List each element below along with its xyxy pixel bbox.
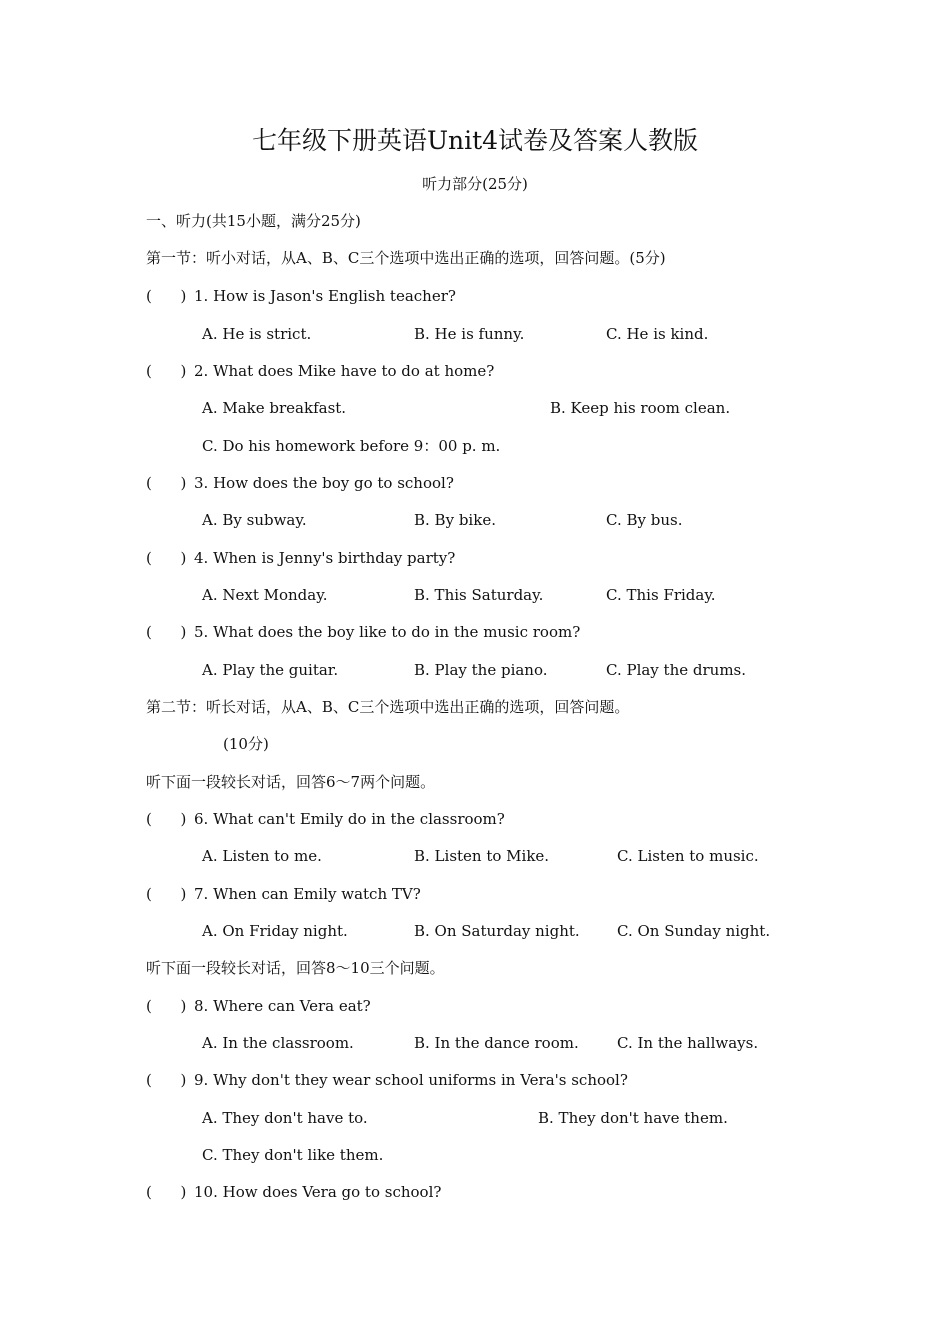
option-c: C. In the hallways.	[617, 1034, 759, 1052]
option-c: C. They don't like them.	[202, 1146, 384, 1164]
question-stem: 9. Why don't they wear school uniforms in Vera's school?	[194, 1071, 628, 1089]
option-b: B. On Saturday night.	[414, 922, 580, 940]
option-a: A. In the classroom.	[202, 1034, 354, 1052]
option-b: B. Keep his room clean.	[550, 399, 731, 417]
question-stem: 2. What does Mike have to do at home?	[194, 362, 495, 380]
option-a: A. Listen to me.	[202, 847, 322, 865]
question-stem: 5. What does the boy like to do in the music room?	[194, 623, 581, 641]
dialogue-intro: 听下面一段较长对话，回答6～7两个问题。	[146, 773, 436, 791]
section-heading: 一、听力(共15小题，满分25分)	[146, 212, 361, 230]
answer-bracket: ( )	[146, 474, 187, 492]
answer-bracket: ( )	[146, 1071, 187, 1089]
answer-bracket: ( )	[146, 810, 187, 828]
page-title: 七年级下册英语Unit4试卷及答案人教版	[251, 126, 699, 155]
option-b: B. Listen to Mike.	[414, 847, 550, 865]
option-a: A. Next Monday.	[202, 586, 328, 604]
option-c: C. He is kind.	[606, 325, 709, 343]
page-subtitle: 听力部分(25分)	[422, 175, 528, 193]
option-b: B. By bike.	[414, 511, 496, 529]
option-a: A. They don't have to.	[202, 1109, 368, 1127]
option-c: C. Listen to music.	[617, 847, 759, 865]
question-stem: 6. What can't Emily do in the classroom?	[194, 810, 505, 828]
question-stem: 1. How is Jason's English teacher?	[194, 287, 456, 305]
answer-bracket: ( )	[146, 1183, 187, 1201]
question-stem: 3. How does the boy go to school?	[194, 474, 454, 492]
option-a: A. Make breakfast.	[202, 399, 347, 417]
option-a: A. Play the guitar.	[202, 661, 339, 679]
option-b: B. He is funny.	[414, 325, 525, 343]
dialogue-intro: 听下面一段较长对话，回答8～10三个问题。	[146, 959, 445, 977]
answer-bracket: ( )	[146, 623, 187, 641]
answer-bracket: ( )	[146, 885, 187, 903]
part1-heading: 第一节：听小对话，从A、B、C三个选项中选出正确的选项，回答问题。(5分)	[146, 249, 666, 267]
option-a: A. By subway.	[202, 511, 307, 529]
option-b: B. Play the piano.	[414, 661, 548, 679]
option-b: B. They don't have them.	[538, 1109, 728, 1127]
answer-bracket: ( )	[146, 362, 187, 380]
answer-bracket: ( )	[146, 997, 187, 1015]
part2-heading: 第二节：听长对话，从A、B、C三个选项中选出正确的选项，回答问题。	[146, 698, 630, 716]
option-c: C. By bus.	[606, 511, 683, 529]
answer-bracket: ( )	[146, 287, 187, 305]
option-a: A. He is strict.	[202, 325, 312, 343]
option-c: C. On Sunday night.	[617, 922, 771, 940]
option-b: B. In the dance room.	[414, 1034, 579, 1052]
answer-bracket: ( )	[146, 549, 187, 567]
question-stem: 8. Where can Vera eat?	[194, 997, 371, 1015]
question-stem: 4. When is Jenny's birthday party?	[194, 549, 456, 567]
question-stem: 7. When can Emily watch TV?	[194, 885, 421, 903]
option-a: A. On Friday night.	[202, 922, 348, 940]
option-c: C. Play the drums.	[606, 661, 747, 679]
part2-score: (10分)	[223, 735, 269, 753]
option-c: C. This Friday.	[606, 586, 716, 604]
question-stem: 10. How does Vera go to school?	[194, 1183, 442, 1201]
option-c: C. Do his homework before 9：00 p. m.	[202, 437, 501, 455]
option-b: B. This Saturday.	[414, 586, 544, 604]
